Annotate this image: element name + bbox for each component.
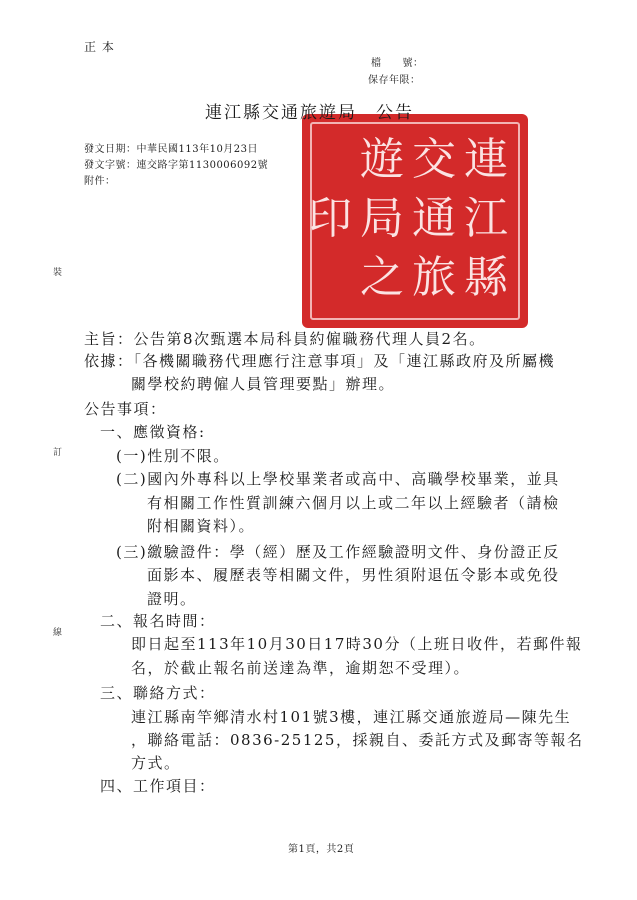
seal-text-col2: 交通旅 — [412, 134, 456, 303]
section-3-line-2: ，聯絡電話：0836-25125，採親自、委託方式及郵寄等報名 — [131, 731, 584, 749]
basis-line-1: 依據：「各機關職務代理應行注意事項」及「連江縣政府及所屬機 — [84, 352, 556, 370]
file-number-label: 檔 號： — [371, 58, 424, 69]
basis-line-2: 關學校約聘僱人員管理要點」辦理。 — [131, 375, 396, 393]
section-4-title: 四、工作項目： — [100, 777, 216, 795]
seal-text-col4: 印 — [308, 193, 352, 244]
document-title: 連江縣交通旅遊局 公告 — [205, 103, 414, 123]
section-3-line-1: 連江縣南竿鄉清水村101號3樓，連江縣交通旅遊局—陳先生 — [131, 708, 572, 726]
section-3-line-3: 方式。 — [131, 754, 181, 772]
section-1-title: 一、應徵資格: — [100, 423, 206, 441]
section-1-item-c-line-2: 面影本、履歷表等相關文件，男性須附退伍令影本或免役 — [147, 566, 560, 584]
binding-mark-2: 訂 — [53, 448, 63, 458]
issue-date: 發文日期：中華民國113年10月23日 — [84, 144, 259, 155]
seal-text-col3: 遊局之 — [360, 134, 404, 303]
retention-label: 保存年限： — [368, 75, 421, 86]
section-2-title: 二、報名時間： — [100, 612, 216, 630]
section-2-line-1: 即日起至113年10月30日17時30分（上班日收件，若郵件報 — [131, 635, 583, 653]
original-copy-label: 正 本 — [84, 40, 115, 54]
section-3-title: 三、聯絡方式： — [100, 684, 216, 702]
official-seal — [302, 114, 528, 328]
section-1-item-c-line-3: 證明。 — [147, 590, 197, 608]
binding-mark-1: 裝 — [53, 268, 63, 278]
subject-line: 主旨：公告第8次甄選本局科員約僱職務代理人員2名。 — [84, 330, 486, 348]
section-1-item-c-line-1: (三)繳驗證件：學（經）歷及工作經驗證明文件、身份證正反 — [116, 543, 560, 561]
binding-mark-3: 線 — [53, 628, 63, 638]
document-number: 發文字號：連交路字第1130006092號 — [84, 160, 269, 171]
section-1-item-a: (一)性別不限。 — [116, 447, 230, 465]
seal-text-col1: 連江縣 — [464, 134, 508, 303]
section-1-item-b-line-3: 附相關資料）。 — [147, 517, 256, 535]
attachment-label: 附件： — [84, 176, 116, 187]
section-1-item-b-line-1: (二)國內外專科以上學校畢業者或高中、高職學校畢業，並具 — [116, 470, 560, 488]
page-number: 第1頁，共2頁 — [288, 844, 355, 855]
section-2-line-2: 名，於截止報名前送達為準，逾期恕不受理）。 — [131, 659, 471, 677]
items-heading: 公告事項： — [84, 400, 167, 418]
section-1-item-b-line-2: 有相關工作性質訓練六個月以上或二年以上經驗者（請檢 — [147, 494, 560, 512]
